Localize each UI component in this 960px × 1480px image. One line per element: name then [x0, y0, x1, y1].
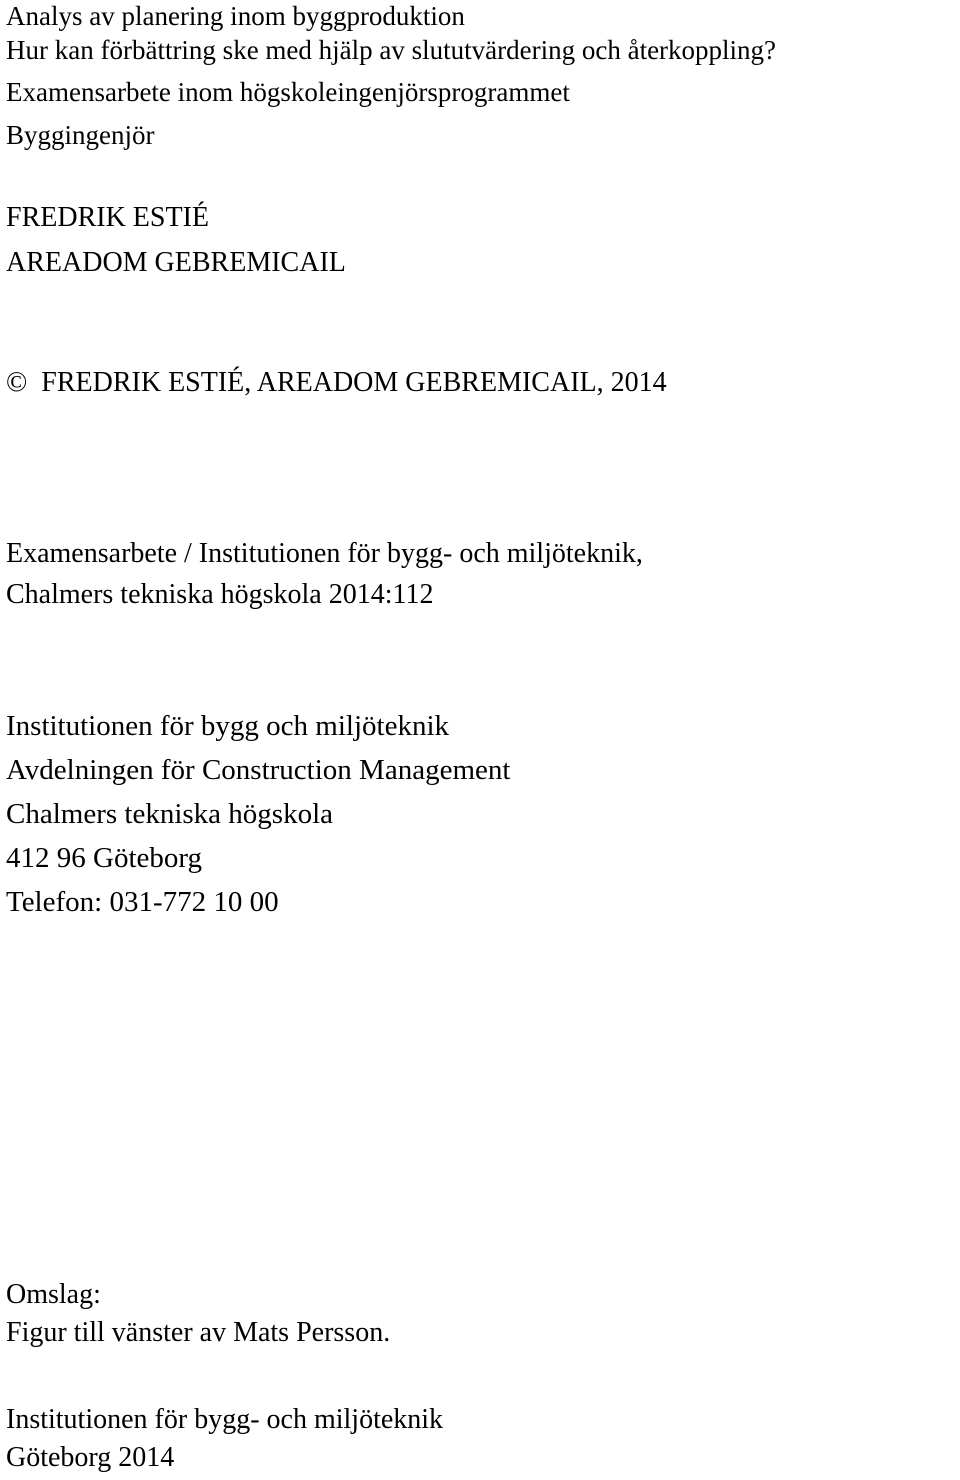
specialization: Byggingenjör: [6, 120, 155, 150]
university-name: Chalmers tekniska högskola: [6, 798, 334, 830]
division-name: Avdelningen för Construction Management: [6, 754, 511, 786]
department-name: Institutionen för bygg och miljöteknik: [6, 710, 450, 742]
footer-place-year: Göteborg 2014: [6, 1442, 175, 1473]
copyright-icon: ©: [6, 367, 28, 398]
footer-department: Institutionen för bygg- och miljöteknik: [6, 1404, 444, 1435]
copyright-text: FREDRIK ESTIÉ, AREADOM GEBREMICAIL, 2014: [41, 367, 667, 398]
thesis-subtitle: Hur kan förbättring ske med hjälp av slututvärdering och återkoppling?: [6, 35, 777, 65]
author-2: AREADOM GEBREMICAIL: [6, 247, 346, 278]
author-1: FREDRIK ESTIÉ: [6, 202, 209, 233]
postal-address: 412 96 Göteborg: [6, 842, 203, 874]
report-series-line-1: Examensarbete / Institutionen för bygg- och miljöteknik,: [6, 538, 643, 569]
cover-credit: Figur till vänster av Mats Persson.: [6, 1317, 391, 1348]
thesis-title: Analys av planering inom byggproduktion: [6, 1, 465, 31]
program-name: Examensarbete inom högskoleingenjörsprogrammet: [6, 77, 570, 107]
cover-label: Omslag:: [6, 1279, 101, 1310]
copyright-line: [6, 369, 667, 397]
phone-number: Telefon: 031-772 10 00: [6, 886, 279, 918]
report-series-line-2: Chalmers tekniska högskola 2014:112: [6, 579, 434, 610]
